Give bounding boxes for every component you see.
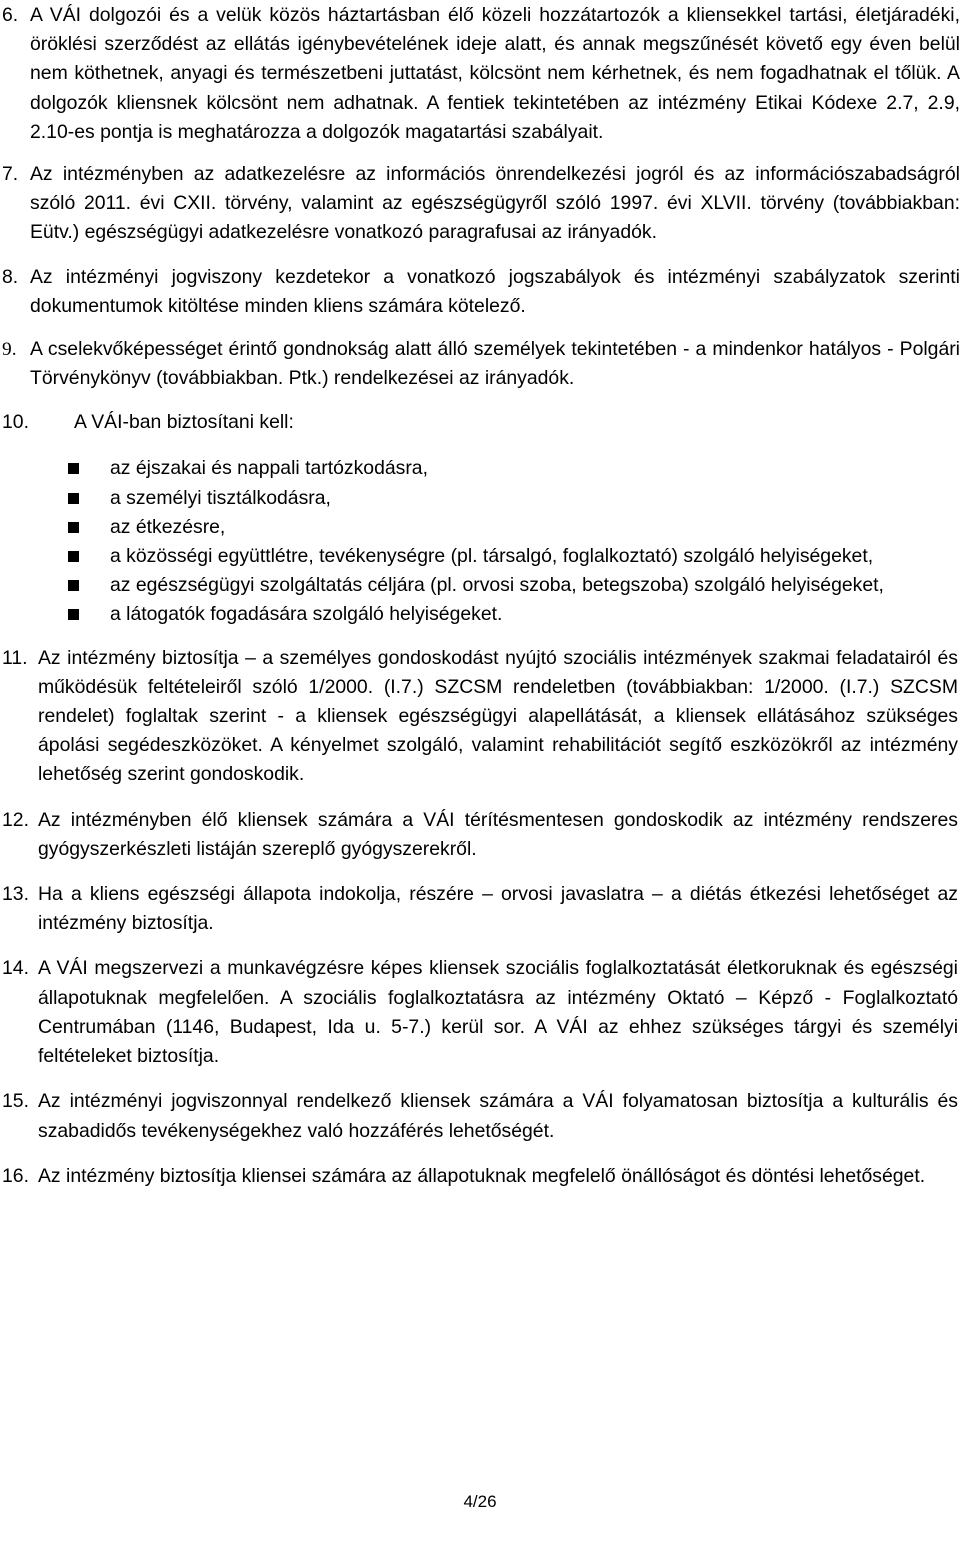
- paragraph-number: 12.: [2, 808, 29, 831]
- paragraph-text: Az intézményben az adatkezelésre az információs önrendelkezési jogról és az információszabadságról szóló 2011. évi CXII. törvény, valamint az egészségügyről szóló 1997. évi XLVII. törvény (továbbiakban: Eütv.) egészségügyi adatkezelésre vonatkozó paragrafusai az irányadók.: [30, 163, 960, 244]
- paragraph-11: [0, 644, 960, 790]
- list-item-text: az étkezésre,: [110, 515, 226, 538]
- square-bullet-icon: [68, 493, 79, 504]
- paragraph-text: Az intézmény biztosítja kliensei számára az állapotuknak megfelelő önállóságot és döntési lehetőséget.: [38, 1164, 926, 1187]
- paragraph-16: [0, 1162, 960, 1191]
- paragraph-number: 13.: [2, 883, 29, 906]
- list-item: [0, 454, 960, 483]
- paragraph-number: 16.: [2, 1164, 29, 1187]
- list-item-text: a közösségi együttlétre, tevékenységre (pl. társalgó, foglalkoztató) szolgáló helyiségeket,: [110, 545, 874, 568]
- paragraph-text: A VÁI dolgozói és a velük közös háztartásban élő közeli hozzátartozók a kliensekkel tartási, életjáradéki, öröklési szerződést az ellátás igénybevételének ideje alatt, és annak megszűnését követő egy éven belül nem köthetnek, anyagi és természetbeni juttatást, kölcsönt nem kérhetnek, és nem fogadhatnak el tőlük. A dolgozók kliensnek kölcsönt nem adhatnak. A fentiek tekintetében az intézmény Etikai Kódexe 2.7, 2.9, 2.10-es pontja is meghatározza a dolgozók magatartási szabályait.: [30, 4, 960, 143]
- square-bullet-icon: [68, 609, 79, 620]
- paragraph-text: A cselekvőképességet érintő gondnokság alatt álló személyek tekintetében - a mindenkor hatályos - Polgári Törvénykönyv (továbbiakban. Ptk.) rendelkezései az irányadók.: [30, 338, 960, 390]
- paragraph-7: [0, 160, 960, 248]
- page-number: 4/26: [463, 1492, 497, 1511]
- paragraph-text: Ha a kliens egészségi állapota indokolja, részére – orvosi javaslatra – a diétás étkezési lehetőséget az intézmény biztosítja.: [38, 883, 958, 935]
- paragraph-number: 14.: [2, 957, 29, 980]
- paragraph-number: 8.: [2, 265, 19, 288]
- paragraph-9: [0, 335, 960, 393]
- square-bullet-icon: [68, 580, 79, 591]
- list-item-text: a látogatók fogadására szolgáló helyiségeket.: [110, 603, 503, 626]
- paragraph-number: 10.: [2, 411, 29, 434]
- paragraph-14: [0, 954, 960, 1071]
- paragraph-10: [0, 408, 960, 438]
- list-item: [0, 600, 960, 629]
- paragraph-text: A VÁI-ban biztosítani kell:: [74, 411, 294, 434]
- paragraph-8: [0, 263, 960, 321]
- paragraph-12: [0, 806, 960, 864]
- paragraph-number: 6.: [2, 4, 19, 26]
- document-page: [0, 1, 960, 1191]
- paragraph-number: 7.: [2, 163, 19, 186]
- paragraph-text: Az intézményi jogviszonnyal rendelkező kliensek számára a VÁI folyamatosan biztosítja a kulturális és szabadidős tevékenységekhez való hozzáférés lehetőségét.: [38, 1090, 958, 1142]
- square-bullet-icon: [68, 551, 79, 562]
- list-item: [0, 513, 960, 542]
- paragraph-number: 11.: [2, 646, 28, 669]
- list-item: [0, 484, 960, 513]
- paragraph-number: 15.: [2, 1090, 29, 1113]
- paragraph-text: Az intézmény biztosítja – a személyes gondoskodást nyújtó szociális intézmények szakmai feladatairól és működésük feltételeiről szóló 1/2000. (I.7.) SZCSM rendeletben (továbbiakban: 1/2000. (I.7.) SZCSM rendelet) foglaltak szerint - a kliensek egészségügyi alapellátását, a kliensek ellátásához szükséges ápolási segédeszközöket. A kényelmet szolgáló, valamint rehabilitációt segítő eszközökről az intézmény lehetőség szerint gondoskodik.: [38, 646, 958, 786]
- list-item: [0, 542, 960, 571]
- bullet-list: [0, 454, 960, 629]
- square-bullet-icon: [68, 522, 79, 533]
- paragraph-6: [0, 1, 960, 147]
- list-item: [0, 571, 960, 600]
- list-item-text: az éjszakai és nappali tartózkodásra,: [110, 457, 428, 480]
- square-bullet-icon: [68, 463, 79, 474]
- paragraph-text: Az intézményben élő kliensek számára a VÁI térítésmentesen gondoskodik az intézmény rendszeres gyógyszerkészleti listáján szereplő gyógyszerekről.: [38, 808, 958, 860]
- list-item-text: az egészségügyi szolgáltatás céljára (pl. orvosi szoba, betegszoba) szolgáló helyiségeket,: [110, 574, 884, 597]
- paragraph-15: [0, 1087, 960, 1145]
- paragraph-number: 9.: [2, 339, 17, 361]
- paragraph-text: Az intézményi jogviszony kezdetekor a vonatkozó jogszabályok és intézményi szabályzatok szerinti dokumentumok kitöltése minden kliens számára kötelező.: [30, 265, 960, 317]
- paragraph-text: A VÁI megszervezi a munkavégzésre képes kliensek szociális foglalkoztatását életkoruknak és egészségi állapotuknak megfelelően. A szociális foglalkoztatásra az intézmény Oktató – Képző - Foglalkoztató Centrumában (1146, Budapest, Ida u. 5-7.) kerül sor. A VÁI az ehhez szükséges tárgyi és személyi feltételeket biztosítja.: [38, 957, 958, 1068]
- paragraph-13: [0, 880, 960, 938]
- list-item-text: a személyi tisztálkodásra,: [110, 486, 331, 509]
